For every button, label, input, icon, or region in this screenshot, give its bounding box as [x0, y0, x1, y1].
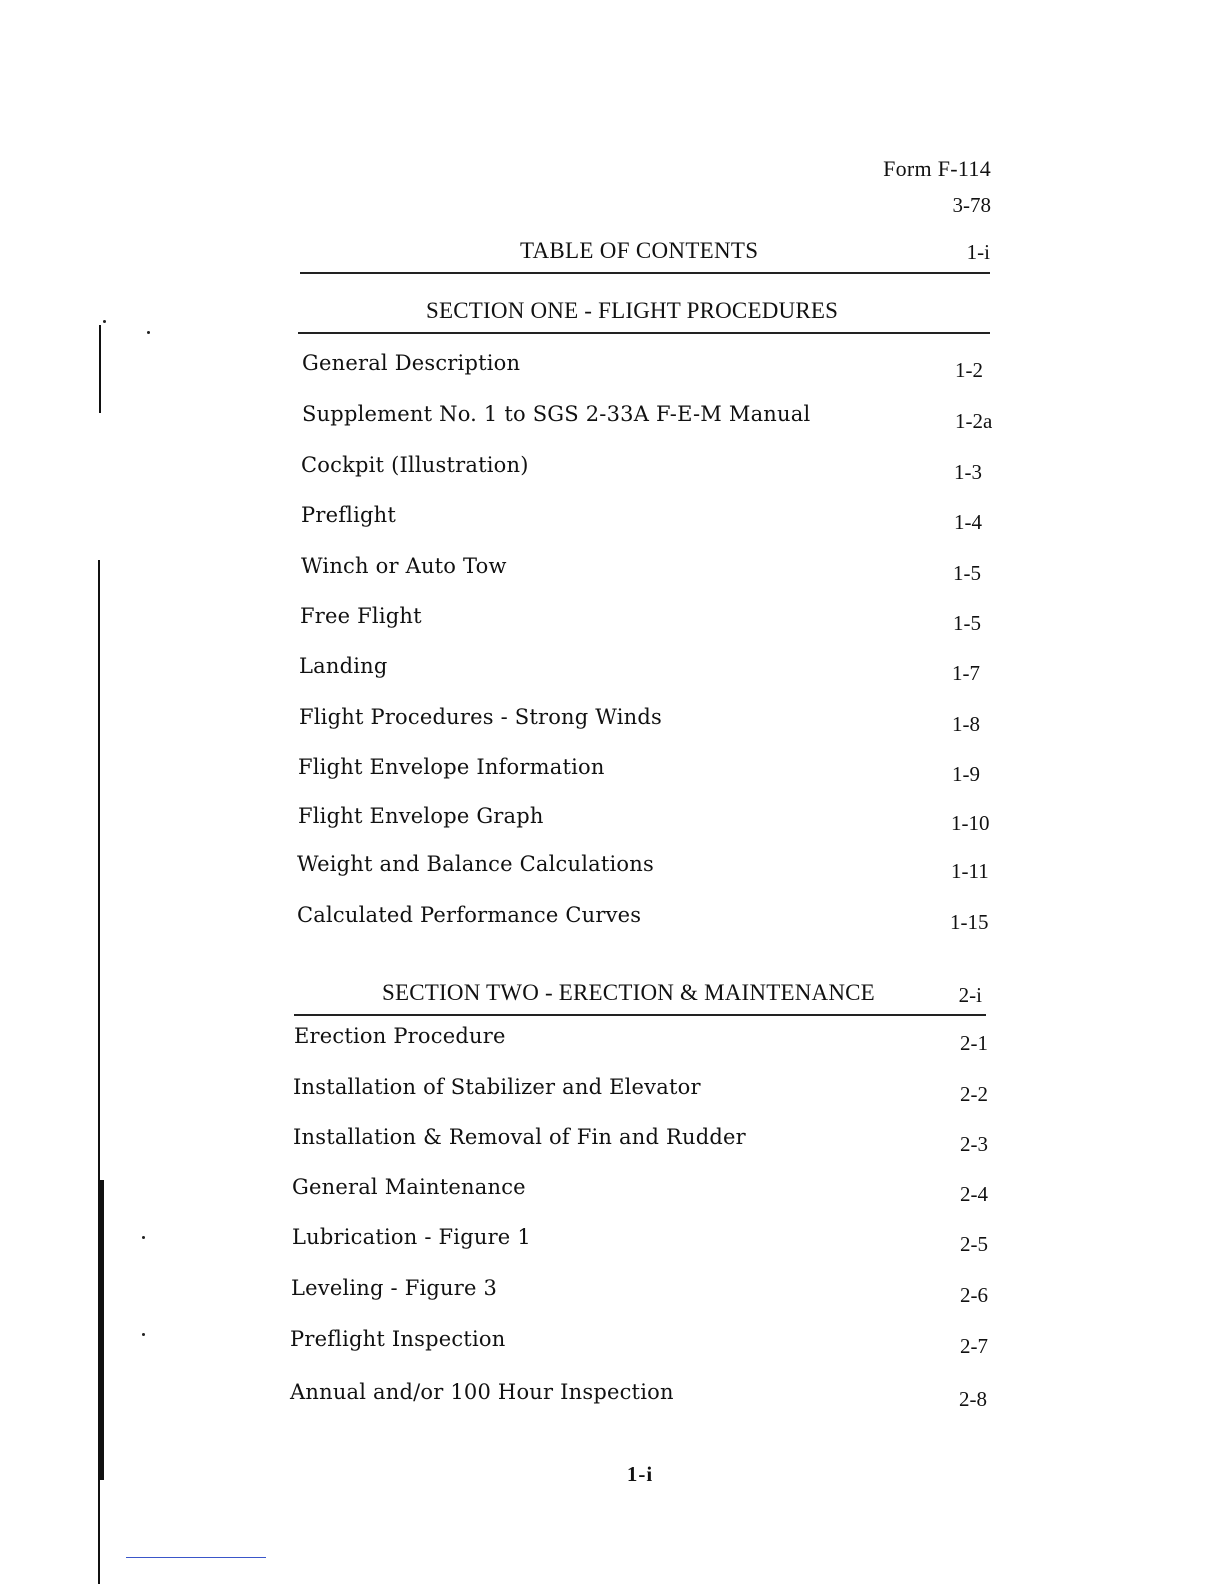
entry-title: Free Flight: [300, 604, 422, 628]
section-two-heading: [294, 980, 986, 1016]
entry-title: Annual and/or 100 Hour Inspection: [290, 1380, 674, 1404]
entry-page: 1-2a: [955, 409, 993, 433]
entry-page: 1-5: [953, 611, 981, 635]
toc-entry: [299, 654, 1004, 694]
entry-page: 2-2: [960, 1082, 988, 1106]
toc-entry: [297, 903, 1002, 943]
toc-entry: [298, 755, 1003, 795]
entry-title: Flight Procedures - Strong Winds: [299, 705, 662, 729]
entry-title: Preflight: [301, 503, 397, 527]
entry-page: 1-10: [951, 811, 990, 835]
toc-entry: [301, 503, 1006, 543]
toc-entry: [301, 453, 1006, 493]
toc-entry: [298, 804, 1003, 844]
form-number: Form F-114: [883, 156, 991, 181]
entry-title: General Description: [302, 351, 521, 375]
binding-edge-mark: [99, 325, 101, 413]
scan-speck: [103, 320, 106, 323]
entry-title: Weight and Balance Calculations: [297, 852, 654, 876]
toc-entry: [294, 1024, 999, 1064]
section-two-title: SECTION TWO - ERECTION & MAINTENANCE: [382, 980, 875, 1005]
section-one-heading: [298, 298, 990, 334]
entry-page: 1-7: [952, 661, 980, 685]
scan-speck: [142, 1236, 145, 1239]
page-number: 1-i: [626, 1462, 654, 1486]
entry-title: Installation of Stabilizer and Elevator: [293, 1075, 701, 1099]
entry-page: 1-9: [952, 762, 980, 786]
entry-page: 2-7: [960, 1334, 988, 1358]
entry-title: Preflight Inspection: [290, 1327, 506, 1351]
entry-page: 1-2: [955, 358, 983, 382]
entry-title: Lubrication - Figure 1: [292, 1225, 531, 1249]
entry-page: 2-5: [960, 1232, 988, 1256]
toc-entry: [291, 1276, 996, 1316]
toc-entry: [290, 1380, 995, 1420]
section-two-page: 2-i: [958, 983, 982, 1007]
binding-edge-mark: [100, 1180, 104, 1480]
entry-title: Leveling - Figure 3: [291, 1276, 498, 1300]
entry-page: 1-11: [951, 859, 989, 883]
entry-title: Landing: [299, 654, 388, 678]
toc-title-row: [300, 238, 990, 274]
scan-speck: [147, 331, 150, 334]
section-one-title: SECTION ONE - FLIGHT PROCEDURES: [426, 298, 839, 323]
entry-title: General Maintenance: [292, 1175, 526, 1199]
entry-title: Erection Procedure: [294, 1024, 506, 1048]
entry-page: 1-4: [954, 510, 982, 534]
toc-entry: [292, 1175, 997, 1215]
entry-page: 1-3: [954, 460, 982, 484]
scan-blue-rule: [126, 1557, 266, 1558]
entry-page: 2-3: [960, 1132, 988, 1156]
entry-page: 2-6: [960, 1283, 988, 1307]
form-date: 3-78: [952, 193, 991, 217]
toc-entry: [290, 1327, 995, 1367]
toc-entry: [293, 1125, 998, 1165]
scan-speck: [142, 1333, 145, 1336]
entry-title: Cockpit (Illustration): [301, 453, 529, 477]
entry-page: 2-8: [959, 1387, 987, 1411]
entry-title: Supplement No. 1 to SGS 2-33A F-E-M Manual: [302, 402, 811, 426]
toc-entry: [300, 604, 1005, 644]
toc-entry: [302, 402, 1007, 442]
toc-entry: [302, 351, 1007, 391]
toc-entry: [299, 705, 1004, 745]
entry-page: 2-1: [960, 1031, 988, 1055]
entry-title: Calculated Performance Curves: [297, 903, 642, 927]
entry-title: Flight Envelope Graph: [298, 804, 544, 828]
toc-entry: [293, 1075, 998, 1115]
entry-page: 1-8: [952, 712, 980, 736]
toc-page: 1-i: [966, 240, 990, 264]
entry-title: Winch or Auto Tow: [301, 554, 507, 578]
entry-title: Installation & Removal of Fin and Rudder: [293, 1125, 746, 1149]
entry-page: 2-4: [960, 1182, 988, 1206]
toc-entry: [301, 554, 1006, 594]
entry-title: Flight Envelope Information: [298, 755, 605, 779]
toc-entry: [292, 1225, 997, 1265]
entry-page: 1-5: [953, 561, 981, 585]
toc-title: TABLE OF CONTENTS: [520, 238, 759, 263]
toc-entry: [297, 852, 1002, 892]
entry-page: 1-15: [950, 910, 989, 934]
